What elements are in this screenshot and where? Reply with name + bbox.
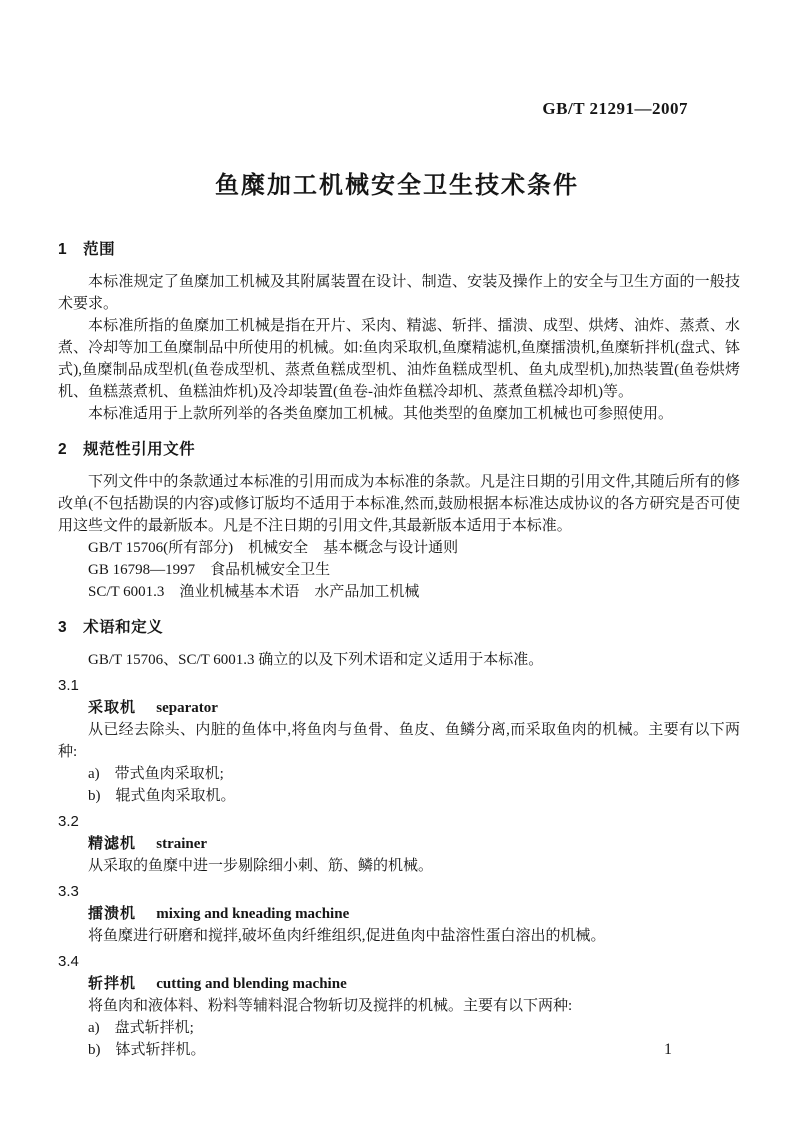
term-heading [58,697,740,719]
scope-paragraph-1: 本标准规定了鱼糜加工机械及其附属装置在设计、制造、安装及操作上的安全与卫生方面的一般技术要求。 [58,274,740,312]
term-number: 3.1 [58,677,79,694]
section-terms-heading: 3 术语和定义 [58,619,164,636]
terms-intro-paragraph: GB/T 15706、SC/T 6001.3 确立的以及下列术语和定义适用于本标准。 [88,652,544,668]
term-heading [58,973,740,995]
term-heading [58,903,740,925]
term-heading [58,833,740,855]
scope-paragraph-3: 本标准适用于上款所列举的各类鱼糜加工机械。其他类型的鱼糜加工机械也可参照使用。 [88,406,674,422]
scope-paragraph-2: 本标准所指的鱼糜加工机械是指在开片、采肉、精滤、斩拌、擂溃、成型、烘烤、油炸、蒸煮、水煮、冷却等加工鱼糜制品中所使用的机械。如:鱼肉采取机,鱼糜精滤机,鱼糜擂溃机,鱼糜斩拌机(盘式、钵式),鱼糜制品成型机(鱼卷成型机、蒸煮鱼糕成型机、油炸鱼糕成型机、鱼丸成型机),加热装置(鱼卷烘烤机、鱼糕蒸煮机、鱼糕油炸机)及冷却装置(鱼卷-油炸鱼糕冷却机、蒸煮鱼糕冷却机)等。 [58,318,740,400]
term-number: 3.2 [58,813,79,830]
term-name-en: separator [156,700,218,716]
term-definition: 从采取的鱼糜中进一步剔除细小刺、筋、鳞的机械。 [88,858,434,874]
reference-item: SC/T 6001.3 渔业机械基本术语 水产品加工机械 [88,584,420,600]
reference-item: GB/T 15706(所有部分) 机械安全 基本概念与设计通则 [88,540,459,556]
term-name-en: cutting and blending machine [156,976,347,992]
section-refs-heading: 2 规范性引用文件 [58,441,196,458]
reference-item: GB 16798—1997 食品机械安全卫生 [88,562,331,578]
term-name-zh: 斩拌机 [88,975,137,992]
term-list-item: b) 辊式鱼肉采取机。 [88,788,236,804]
term-name-zh: 采取机 [88,699,137,716]
term-definition: 从已经去除头、内脏的鱼体中,将鱼肉与鱼骨、鱼皮、鱼鳞分离,而采取鱼肉的机械。主要有以下两种: [58,722,740,760]
term-list-item: a) 盘式斩拌机; [88,1020,194,1036]
standard-number: GB/T 21291—2007 [542,99,688,118]
term-number: 3.3 [58,883,79,900]
refs-intro-paragraph: 下列文件中的条款通过本标准的引用而成为本标准的条款。凡是注日期的引用文件,其随后所有的修改单(不包括勘误的内容)或修订版均不适用于本标准,然而,鼓励根据本标准达成协议的各方研究是否可使用这些文件的最新版本。凡是不注日期的引用文件,其最新版本适用于本标准。 [58,474,740,534]
term-definition: 将鱼糜进行研磨和搅拌,破坏鱼肉纤维组织,促进鱼肉中盐溶性蛋白溶出的机械。 [88,928,606,944]
term-number: 3.4 [58,953,79,970]
section-scope-heading: 1 范围 [58,241,116,258]
term-list-item: b) 钵式斩拌机。 [88,1042,206,1058]
document-body [58,239,740,1061]
page-number: 1 [664,1041,672,1058]
term-name-zh: 擂溃机 [88,905,137,922]
term-name-en: strainer [156,836,208,852]
document-title: 鱼糜加工机械安全卫生技术条件 [215,172,579,199]
term-name-en: mixing and kneading machine [156,906,350,922]
term-definition: 将鱼肉和液体料、粉料等辅料混合物斩切及搅拌的机械。主要有以下两种: [88,998,573,1014]
term-name-zh: 精滤机 [88,835,137,852]
term-list-item: a) 带式鱼肉采取机; [88,766,224,782]
